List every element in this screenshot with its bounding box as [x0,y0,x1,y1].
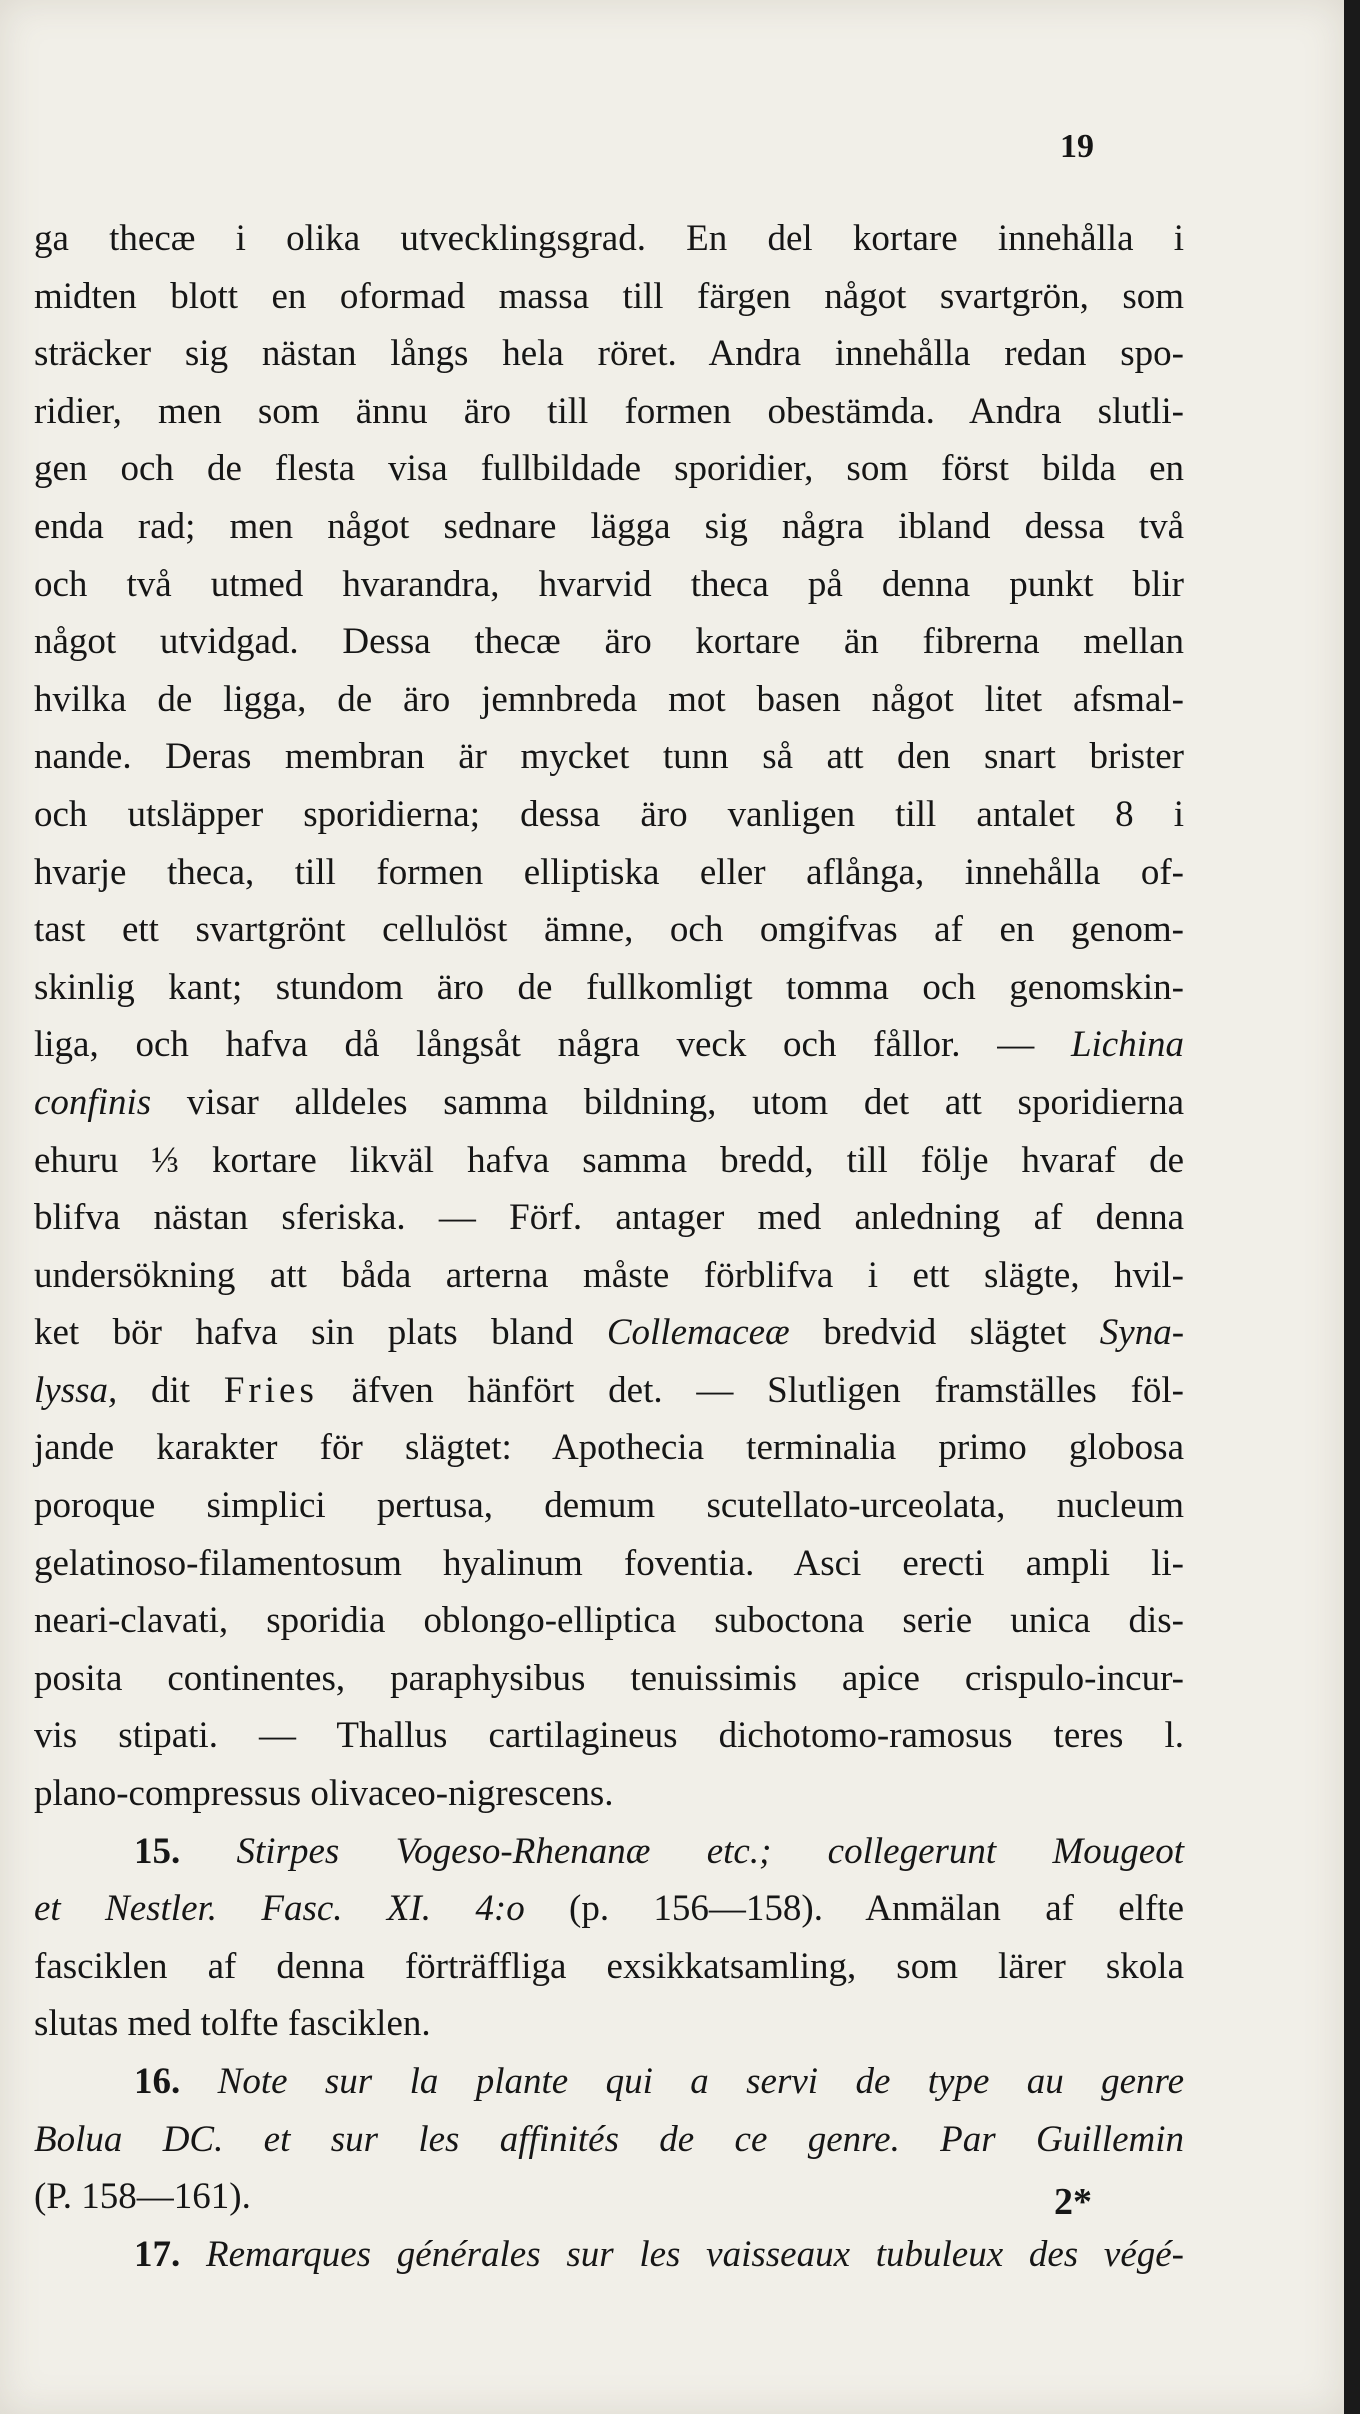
text-run: ga thecæ i olika utvecklingsgrad. En del kortare innehålla i [34,218,1184,259]
text-run: liga, och hafva då långsåt några veck och fållor. — [34,1024,1035,1066]
text-run: hvarje theca, till formen elliptiska eller aflånga, innehålla of- [34,851,1184,893]
text-run: slutas med tolfte fasciklen. [34,2003,431,2045]
text-run: gelatinoso-filamentosum hyalinum foventia. Asci erecti ampli li- [34,1542,1184,1584]
entry-number: 15. [134,1830,181,1872]
text-line [34,440,1184,498]
entry-title: et Nestler. Fasc. XI. [34,1888,432,1930]
entry-title: Remarques générales sur les vaisseaux tubuleux des végé- [205,2233,1184,2275]
text-run: enda rad; men något sednare lägga sig några ibland dessa två [34,505,1184,547]
text-line [34,1304,1184,1362]
text-run: blifva nästan sferiska. — Förf. antager med anledning af denna [34,1197,1184,1239]
text-line [34,1132,1184,1190]
entry-number: 16. [134,2061,181,2102]
text-run: ket bör hafva sin plats bland [34,1312,574,1354]
text-line [34,728,1184,786]
body-text [34,210,1184,2283]
text-line [34,1016,1184,1074]
text-run: visar alldeles samma bildning, utom det att sporidierna [186,1081,1185,1123]
text-line [34,268,1184,326]
text-line [34,671,1184,729]
text-run: nande. Deras membran är mycket tunn så att den snart brister [34,736,1184,778]
entry-title: Note sur la plante qui a servi de type au genre [217,2061,1185,2102]
taxon-name: Lichina [1070,1024,1185,1066]
text-line [34,1477,1184,1535]
text-line [34,2226,1184,2284]
text-run: plano-compressus olivaceo-nigrescens. [34,1773,614,1815]
text-run: midten blott en oformad massa till färgen något svartgrön, som [34,275,1184,317]
text-run: dit [151,1369,191,1411]
text-line [34,1362,1184,1420]
text-line [34,2168,1184,2226]
text-run: poroque simplici pertusa, demum scutellato-urceolata, nucleum [34,1485,1184,1527]
text-line [34,325,1184,383]
text-line [34,901,1184,959]
text-line [34,2111,1184,2169]
text-run: neari-clavati, sporidia oblongo-elliptica suboctona serie unica dis- [34,1600,1184,1642]
taxon-name: confinis [34,1081,152,1123]
text-line [34,1592,1184,1650]
text-run: och två utmed hvarandra, hvarvid theca på denna punkt blir [34,563,1184,605]
text-line [34,1074,1184,1132]
taxon-name: Collemaceæ [606,1312,790,1354]
taxon-name: Syna- [1099,1312,1185,1354]
text-line [34,959,1184,1017]
text-run: hvilka de ligga, de äro jemnbreda mot basen något litet afsmal- [34,678,1184,720]
text-line [34,1419,1184,1477]
text-run: något utvidgad. Dessa thecæ äro kortare än fibrerna mellan [34,621,1184,663]
text-line [34,786,1184,844]
text-run: fasciklen af denna förträffliga exsikkatsamling, som lärer skola [34,1945,1184,1987]
text-run: skinlig kant; stundom äro de fullkomligt tomma och genomskin- [34,966,1184,1008]
text-line [34,1995,1184,2053]
text-line [34,1189,1184,1247]
text-line [34,1707,1184,1765]
entry-number: 17. [134,2233,181,2275]
page-number: 19 [1060,128,1094,165]
taxon-name: lyssa, [34,1369,118,1411]
text-run: ridier, men som ännu äro till formen obestämda. Andra slutli- [34,390,1184,432]
text-line [34,1765,1184,1823]
text-line [34,844,1184,902]
text-line [34,1880,1184,1938]
text-line [34,1823,1184,1881]
text-line [34,210,1184,268]
entry-format: 4:o [475,1888,525,1930]
text-line [34,2053,1184,2111]
author-name: Fries [223,1369,318,1411]
entry-title: Bolua DC. et sur les affinités de ce genre. Par Guillemin [34,2118,1184,2160]
entry-title: Stirpes Vogeso-Rhenanæ etc.; collegerunt Mougeot [236,1830,1184,1872]
text-run: ehuru ⅓ kortare likväl hafva samma bredd, till följe hvaraf de [34,1139,1184,1181]
text-run: och utsläpper sporidierna; dessa äro vanligen till antalet 8 i [34,793,1184,835]
signature-mark: 2* [1054,2181,1092,2223]
text-line [34,1650,1184,1708]
text-run: posita continentes, paraphysibus tenuissimis apice crispulo-incur- [34,1657,1184,1699]
text-line [34,383,1184,441]
text-line [34,613,1184,671]
text-run: (p. 156—158). Anmälan af elfte [569,1888,1185,1930]
text-run: jande karakter för slägtet: Apothecia terminalia primo globosa [34,1427,1184,1469]
text-line [34,1535,1184,1593]
text-line [34,556,1184,614]
text-run: undersökning att båda arterna måste förblifva i ett slägte, hvil- [34,1254,1184,1296]
text-run: (P. 158—161). [34,2176,251,2218]
text-run: tast ett svartgrönt cellulöst ämne, och omgifvas af en genom- [34,909,1184,951]
text-line [34,1938,1184,1996]
text-run: sträcker sig nästan långs hela röret. Andra innehålla redan spo- [34,333,1184,375]
text-line [34,498,1184,556]
text-run: äfven hänfört det. — Slutligen framställes föl- [351,1369,1185,1411]
text-run: gen och de flesta visa fullbildade sporidier, som först bilda en [34,448,1184,490]
text-line [34,1247,1184,1305]
text-run: vis stipati. — Thallus cartilagineus dichotomo-ramosus teres l. [34,1715,1184,1757]
text-run: bredvid slägtet [823,1312,1067,1354]
